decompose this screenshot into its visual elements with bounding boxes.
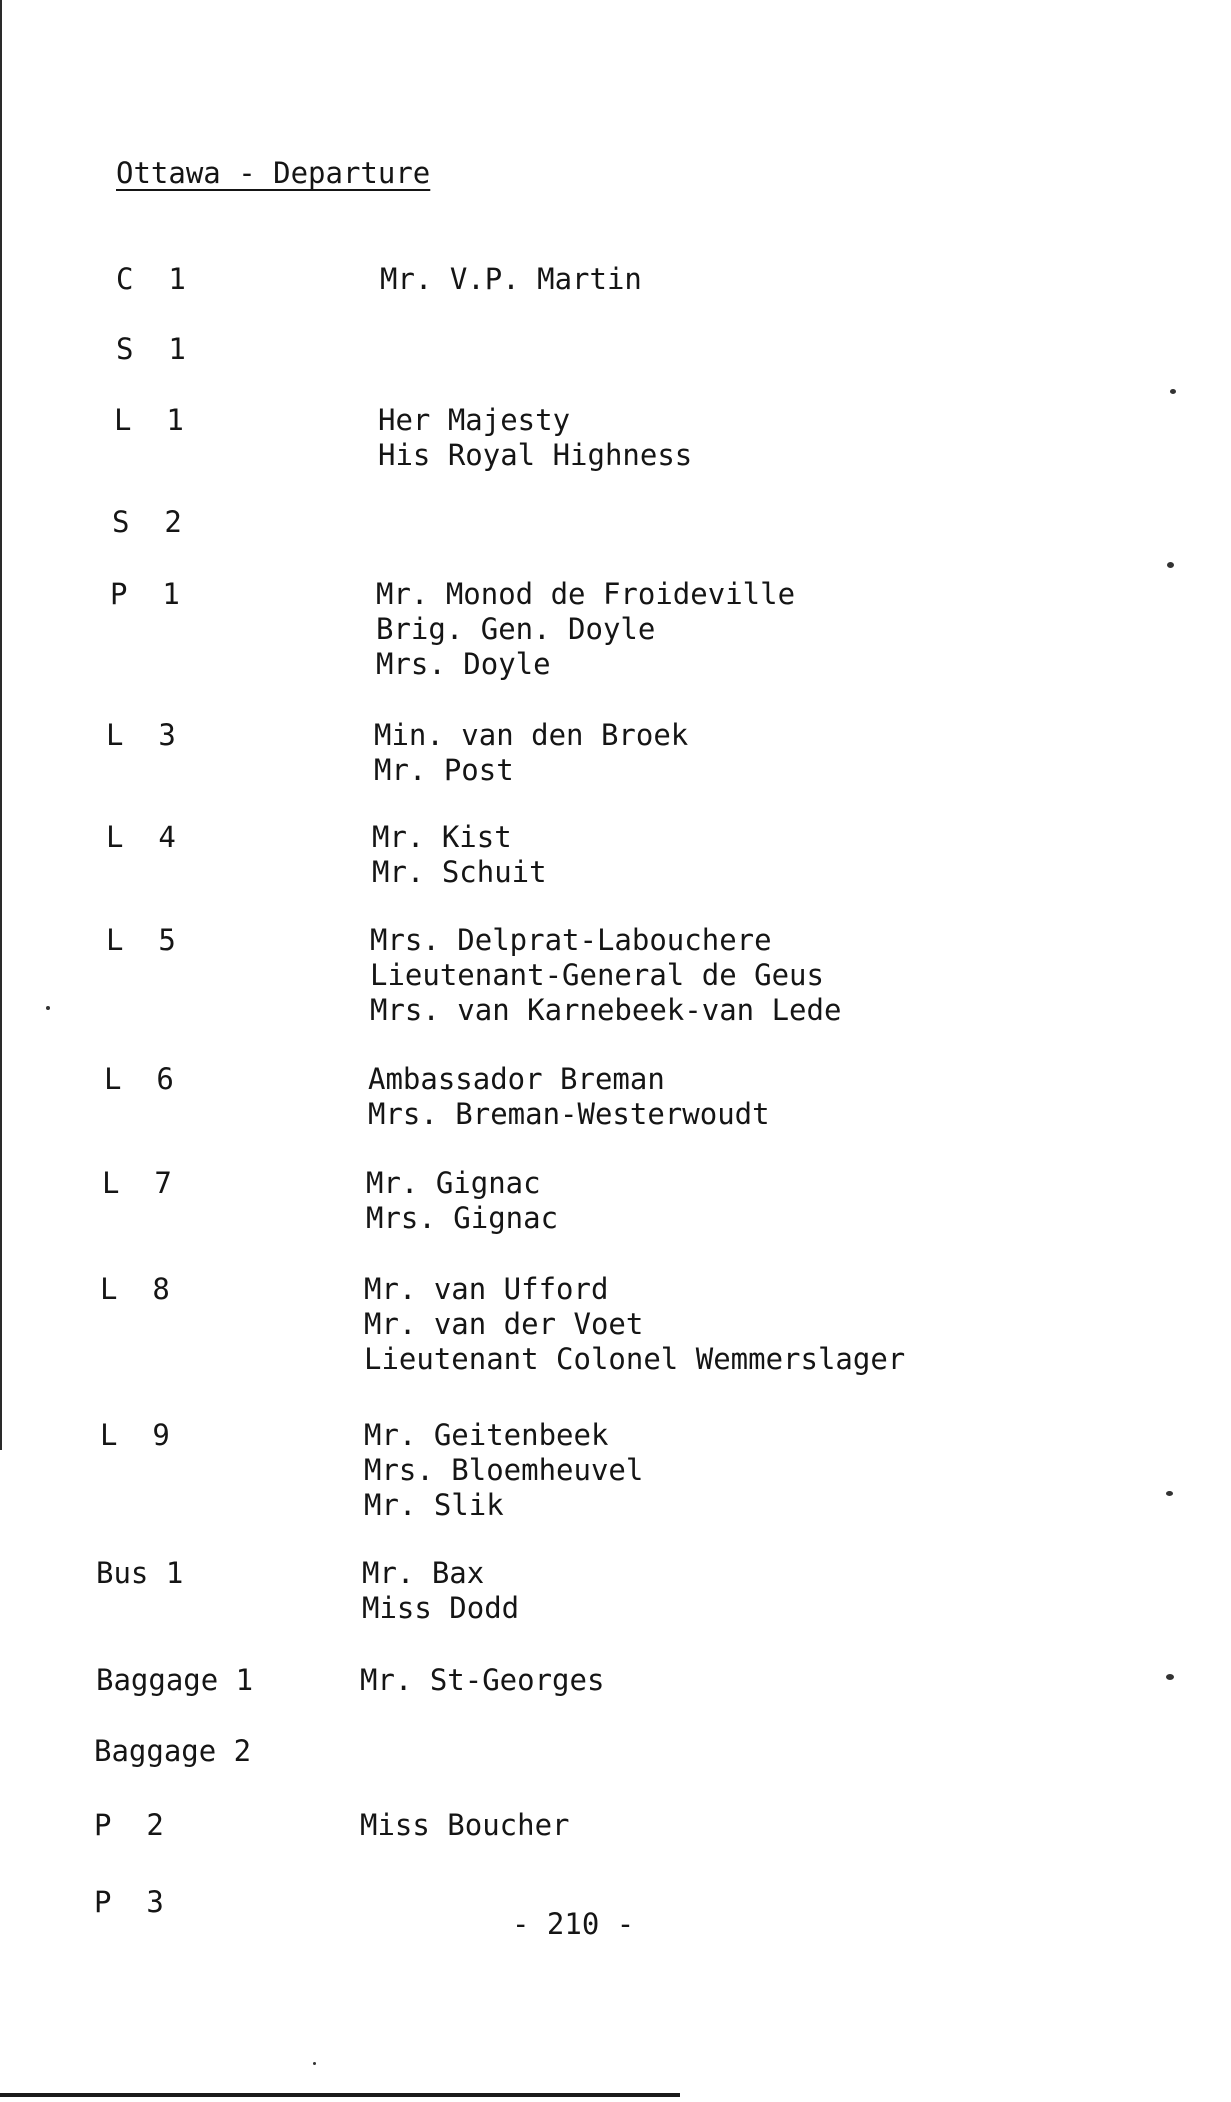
passenger-name: Lieutenant Colonel Wemmerslager: [364, 1342, 906, 1376]
passenger-name: Brig. Gen. Doyle: [376, 612, 656, 646]
passenger-name: Ambassador Breman: [368, 1062, 665, 1096]
passenger-names: [376, 577, 795, 682]
seat-code: S 2: [112, 505, 182, 539]
passenger-names: [374, 718, 688, 788]
passenger-names: [364, 1272, 905, 1377]
passenger-name: Lieutenant-General de Geus: [370, 958, 824, 992]
seat-code: L 1: [114, 403, 184, 437]
passenger-name: His Royal Highness: [378, 438, 693, 472]
scan-speck: [1170, 389, 1176, 394]
passenger-name: Mr. Schuit: [372, 855, 547, 889]
passenger-name: Mr. Monod de Froideville: [376, 577, 796, 611]
seat-code: L 7: [102, 1166, 172, 1200]
seat-code: S 1: [116, 332, 186, 366]
seat-code: L 8: [100, 1272, 170, 1306]
seat-code: L 6: [104, 1062, 174, 1096]
passenger-name: Miss Dodd: [362, 1591, 520, 1625]
passenger-names: [378, 403, 692, 473]
passenger-names: [366, 1166, 558, 1236]
passenger-name: Mrs. Bloemheuvel: [364, 1453, 644, 1487]
seat-code: L 3: [106, 718, 176, 752]
seat-code: P 3: [94, 1885, 164, 1919]
seat-code: L 9: [100, 1418, 170, 1452]
page-title: Ottawa - Departure: [116, 156, 431, 190]
passenger-names: [360, 1808, 570, 1843]
passenger-names: [372, 820, 547, 890]
seat-code: P 2: [94, 1808, 164, 1842]
scan-speck: [313, 2062, 316, 2065]
passenger-name: Mr. Slik: [364, 1488, 504, 1522]
scan-speck: [1166, 1491, 1173, 1496]
passenger-name: Mr. V.P. Martin: [380, 262, 642, 296]
passenger-names: [362, 1556, 519, 1626]
seat-code: Baggage 2: [94, 1734, 252, 1768]
scan-speck: [1166, 1674, 1174, 1680]
passenger-names: [380, 262, 642, 297]
passenger-names: [360, 1663, 604, 1698]
passenger-name: Mr. Geitenbeek: [364, 1418, 609, 1452]
passenger-name: Her Majesty: [378, 403, 571, 437]
seat-code: L 4: [106, 820, 176, 854]
passenger-name: Mrs. Breman-Westerwoudt: [368, 1097, 770, 1131]
passenger-name: Min. van den Broek: [374, 718, 689, 752]
seat-code: C 1: [116, 262, 186, 296]
passenger-name: Mrs. Gignac: [366, 1201, 559, 1235]
passenger-name: Mrs. van Karnebeek-van Lede: [370, 993, 842, 1027]
passenger-name: Mrs. Doyle: [376, 647, 551, 681]
page-number: - 210 -: [512, 1907, 635, 1941]
passenger-name: Mr. van Ufford: [364, 1272, 609, 1306]
passenger-names: [370, 923, 841, 1028]
passenger-names: [368, 1062, 770, 1132]
passenger-name: Mr. Post: [374, 753, 514, 787]
seat-code: P 1: [110, 577, 180, 611]
passenger-name: Mrs. Delprat-Labouchere: [370, 923, 772, 957]
seat-code: Baggage 1: [96, 1663, 254, 1697]
passenger-name: Miss Boucher: [360, 1808, 570, 1842]
passenger-name: Mr. Bax: [362, 1556, 485, 1590]
seat-code: Bus 1: [96, 1556, 184, 1590]
passenger-name: Mr. van der Voet: [364, 1307, 644, 1341]
scan-speck: [1167, 562, 1174, 568]
scan-speck: [46, 1006, 50, 1010]
seat-code: L 5: [106, 923, 176, 957]
passenger-name: Mr. St-Georges: [360, 1663, 605, 1697]
passenger-name: Mr. Gignac: [366, 1166, 541, 1200]
bottom-edge-line: [0, 2093, 680, 2097]
passenger-names: [364, 1418, 643, 1523]
passenger-name: Mr. Kist: [372, 820, 512, 854]
left-edge-line: [0, 0, 2, 1450]
